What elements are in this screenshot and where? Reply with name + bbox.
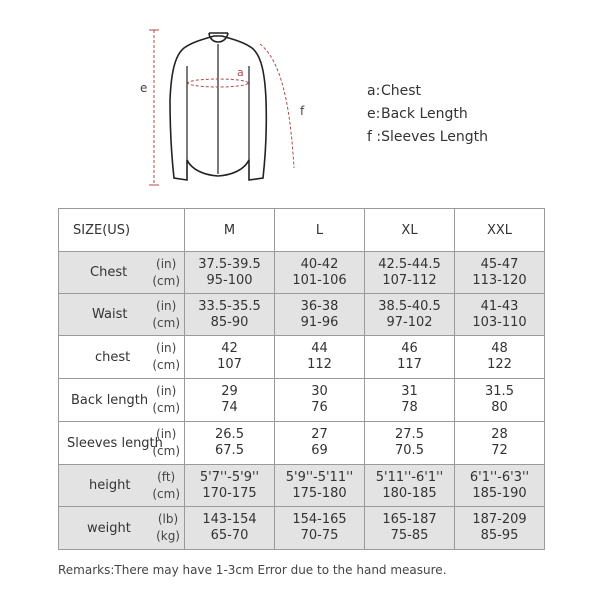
value-primary: 187-209: [472, 512, 527, 527]
table-row: [59, 252, 545, 294]
value-secondary: 97-102: [386, 314, 433, 330]
row-label: chest: [95, 349, 131, 365]
marker-f: f: [300, 104, 305, 118]
value-secondary: 180-185: [382, 485, 437, 501]
row-label-cell: [59, 336, 185, 379]
unit-label: (cm): [152, 273, 180, 288]
value-cell: [185, 422, 275, 465]
value-cell: [275, 252, 365, 294]
marker-a: a: [237, 66, 244, 79]
value-secondary: 117: [397, 357, 422, 372]
value-secondary: 78: [401, 400, 418, 415]
value-secondary: 122: [487, 357, 512, 372]
value-cell: [185, 379, 275, 422]
value-cell: [365, 252, 455, 294]
legend-item-sleeves-length: [367, 126, 488, 149]
value-secondary: 70.5: [395, 443, 424, 458]
value-primary: 41-43: [480, 298, 519, 314]
legend-label: Back Length: [381, 106, 468, 122]
value-cell: [185, 252, 275, 294]
value-secondary: 67.5: [215, 443, 244, 458]
jersey-outline-icon: [120, 20, 320, 195]
row-label: weight: [87, 520, 131, 536]
value-secondary: 80: [491, 400, 508, 415]
row-units: [152, 294, 180, 335]
value-primary: 33.5-35.5: [198, 298, 261, 314]
legend-label: Chest: [381, 83, 422, 99]
value-secondary: 76: [311, 400, 328, 415]
unit-label: (kg): [156, 529, 180, 543]
value-primary: 45-47: [480, 256, 519, 272]
value-secondary: 101-106: [292, 272, 347, 288]
value-secondary: 107: [217, 357, 242, 372]
value-primary: 26.5: [215, 427, 244, 442]
unit-label: (cm): [152, 486, 180, 501]
marker-e: e: [140, 81, 148, 95]
row-units: [152, 465, 180, 506]
unit-label: (lb): [157, 512, 179, 526]
value-secondary: 65-70: [210, 528, 249, 543]
value-cell: [455, 422, 545, 465]
value-cell: [365, 336, 455, 379]
row-units: [152, 422, 180, 464]
row-units: [152, 336, 180, 378]
value-primary: 37.5-39.5: [198, 256, 261, 272]
unit-label: (cm): [152, 444, 180, 458]
jersey-diagram: [120, 20, 320, 195]
legend-item-chest: [367, 80, 488, 103]
row-label: Chest: [90, 265, 128, 280]
value-primary: 46: [401, 341, 418, 356]
size-header-cell: [59, 209, 185, 252]
row-units: [156, 507, 180, 549]
value-cell: [455, 294, 545, 336]
value-cell: [185, 294, 275, 336]
value-primary: 154-165: [292, 512, 347, 527]
value-secondary: 103-110: [472, 314, 527, 330]
value-cell: [455, 252, 545, 294]
legend-item-back-length: [367, 103, 488, 126]
value-primary: 5'9''-5'11'': [285, 469, 354, 485]
value-primary: 27: [311, 427, 328, 442]
value-secondary: 74: [221, 400, 238, 415]
value-cell: [275, 465, 365, 507]
value-cell: [455, 379, 545, 422]
value-cell: [275, 507, 365, 550]
value-primary: 5'11''-6'1'': [375, 469, 444, 485]
value-cell: [365, 465, 455, 507]
value-cell: [365, 422, 455, 465]
row-label: height: [89, 478, 131, 493]
value-cell: [365, 379, 455, 422]
table-row: [59, 379, 545, 422]
row-label: Back length: [71, 392, 149, 408]
table-row: [59, 422, 545, 465]
measurement-legend: [367, 80, 488, 149]
remarks-note: Remarks:There may have 1-3cm Error due to the hand measure.: [58, 563, 447, 577]
size-column-header: XL: [365, 209, 455, 252]
row-label-cell: [59, 422, 185, 465]
unit-label: (in): [156, 427, 177, 441]
table-row: [59, 294, 545, 336]
value-secondary: 112: [307, 357, 332, 372]
value-cell: [275, 336, 365, 379]
value-primary: 5'7''-5'9'': [199, 469, 260, 485]
row-label-cell: [59, 379, 185, 422]
value-cell: [455, 336, 545, 379]
value-secondary: 107-112: [382, 272, 437, 288]
value-secondary: 85-95: [480, 528, 519, 543]
unit-label: (in): [156, 341, 177, 355]
legend-key: e:: [367, 106, 381, 122]
value-secondary: 91-96: [300, 314, 339, 330]
value-secondary: 113-120: [472, 272, 527, 288]
value-cell: [185, 507, 275, 550]
row-units: [152, 379, 180, 421]
value-cell: [275, 379, 365, 422]
value-primary: 36-38: [300, 298, 339, 314]
legend-key: a:: [367, 83, 381, 99]
value-secondary: 69: [311, 443, 328, 458]
value-primary: 29: [221, 384, 238, 399]
value-primary: 48: [491, 341, 508, 356]
value-secondary: 95-100: [206, 272, 253, 288]
value-primary: 40-42: [300, 256, 339, 272]
unit-label: (in): [156, 256, 177, 271]
value-secondary: 170-175: [202, 485, 257, 501]
value-cell: [455, 507, 545, 550]
value-primary: 31: [401, 384, 418, 399]
row-label: Sleeves length: [67, 435, 163, 451]
value-cell: [455, 465, 545, 507]
size-column-header: M: [185, 209, 275, 252]
row-units: [152, 252, 180, 293]
value-secondary: 85-90: [210, 314, 249, 330]
value-secondary: 72: [491, 443, 508, 458]
size-column-header: L: [275, 209, 365, 252]
value-primary: 28: [491, 427, 508, 442]
value-primary: 42.5-44.5: [378, 256, 441, 272]
table-row: [59, 507, 545, 550]
row-label-cell: [59, 507, 185, 550]
value-cell: [275, 294, 365, 336]
size-header-label: SIZE(US): [73, 222, 131, 238]
table-header-row: [59, 209, 545, 252]
value-primary: 143-154: [202, 512, 257, 527]
value-primary: 38.5-40.5: [378, 298, 441, 314]
size-chart-table: [58, 208, 545, 550]
value-secondary: 175-180: [292, 485, 347, 501]
value-primary: 27.5: [395, 427, 424, 442]
unit-label: (cm): [152, 358, 180, 372]
value-primary: 42: [221, 341, 238, 356]
legend-key: f :: [367, 129, 382, 145]
unit-label: (ft): [157, 469, 176, 484]
value-secondary: 185-190: [472, 485, 527, 501]
row-label-cell: [59, 252, 185, 294]
value-primary: 30: [311, 384, 328, 399]
value-primary: 6'1''-6'3'': [469, 469, 530, 485]
table-row: [59, 336, 545, 379]
value-cell: [365, 294, 455, 336]
value-secondary: 70-75: [300, 528, 339, 543]
value-secondary: 75-85: [390, 528, 429, 543]
row-label-cell: [59, 294, 185, 336]
value-cell: [185, 465, 275, 507]
value-primary: 165-187: [382, 512, 437, 527]
unit-label: (cm): [152, 401, 180, 415]
row-label: Waist: [92, 307, 128, 322]
value-cell: [185, 336, 275, 379]
value-cell: [365, 507, 455, 550]
value-cell: [275, 422, 365, 465]
legend-label: Sleeves Length: [381, 129, 489, 145]
table-row: [59, 465, 545, 507]
unit-label: (cm): [152, 315, 180, 330]
unit-label: (in): [156, 298, 177, 313]
value-primary: 31.5: [485, 384, 514, 399]
row-label-cell: [59, 465, 185, 507]
value-primary: 44: [311, 341, 328, 356]
size-column-header: XXL: [455, 209, 545, 252]
unit-label: (in): [156, 384, 177, 398]
